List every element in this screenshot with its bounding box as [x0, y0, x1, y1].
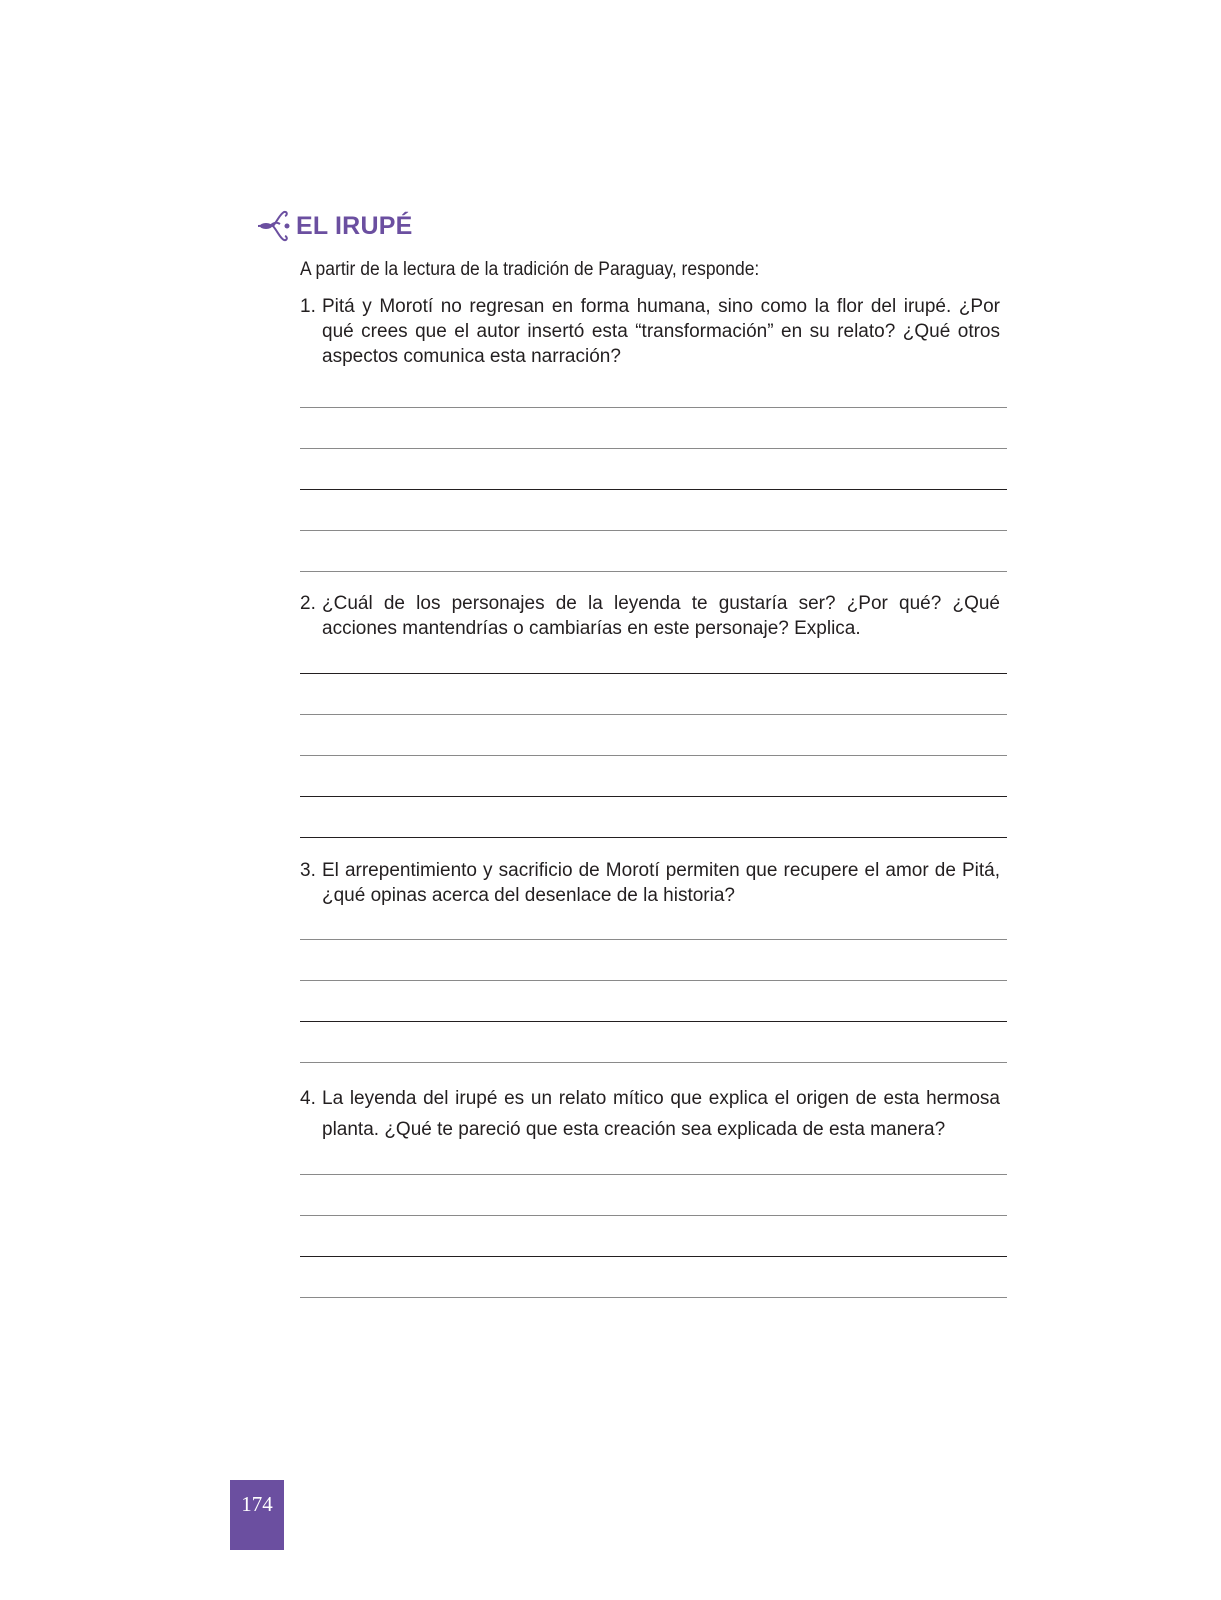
question-body: ¿Cuál de los personajes de la leyenda te gustaría ser? ¿Por qué? ¿Qué acciones mantendrías o cambiarías en este personaje? Explica. — [322, 593, 1000, 639]
question-1 — [300, 294, 1000, 369]
question-number: 2. — [300, 593, 316, 614]
answer-line[interactable] — [300, 1256, 1007, 1257]
question-text — [300, 1083, 1000, 1145]
question-3 — [300, 858, 1000, 908]
answer-line[interactable] — [300, 1174, 1007, 1175]
answer-line[interactable] — [300, 1215, 1007, 1216]
answer-line[interactable] — [300, 673, 1007, 674]
answer-line[interactable] — [300, 1297, 1007, 1298]
question-body: El arrepentimiento y sacrificio de Morotí permiten que recupere el amor de Pitá, ¿qué opinas acerca del desenlace de la historia? — [322, 860, 1000, 906]
answer-line[interactable] — [300, 980, 1007, 981]
question-body: Pitá y Morotí no regresan en forma humana, sino como la flor del irupé. ¿Por qué crees que el autor insertó esta “transformación” en su relato? ¿Qué otros aspectos comunica esta narración? — [322, 296, 1000, 367]
answer-line[interactable] — [300, 755, 1007, 756]
page-number-badge — [230, 1480, 284, 1550]
page-number: 174 — [241, 1492, 273, 1516]
question-4 — [300, 1083, 1000, 1145]
answer-line[interactable] — [300, 1021, 1007, 1022]
answer-line[interactable] — [300, 571, 1007, 572]
question-text — [300, 858, 1000, 908]
answer-line[interactable] — [300, 489, 1007, 490]
answer-line[interactable] — [300, 939, 1007, 940]
question-number: 1. — [300, 296, 316, 317]
question-body: La leyenda del irupé es un relato mítico que explica el origen de esta hermosa planta. ¿Qué te pareció que esta creación sea explicada de esta manera? — [322, 1088, 1000, 1140]
answer-line[interactable] — [300, 407, 1007, 408]
question-text — [300, 591, 1000, 641]
answer-line[interactable] — [300, 530, 1007, 531]
answer-line[interactable] — [300, 1062, 1007, 1063]
instructions-text: A partir de la lectura de la tradición de Paraguay, responde: — [300, 259, 760, 280]
section-title: EL IRUPÉ — [296, 211, 413, 240]
answer-line[interactable] — [300, 837, 1007, 838]
section-heading — [256, 208, 412, 244]
question-number: 4. — [300, 1088, 316, 1109]
question-number: 3. — [300, 860, 316, 881]
flourish-ornament-icon — [256, 208, 290, 244]
question-text — [300, 294, 1000, 369]
answer-line[interactable] — [300, 796, 1007, 797]
question-2 — [300, 591, 1000, 641]
answer-line[interactable] — [300, 448, 1007, 449]
answer-line[interactable] — [300, 714, 1007, 715]
